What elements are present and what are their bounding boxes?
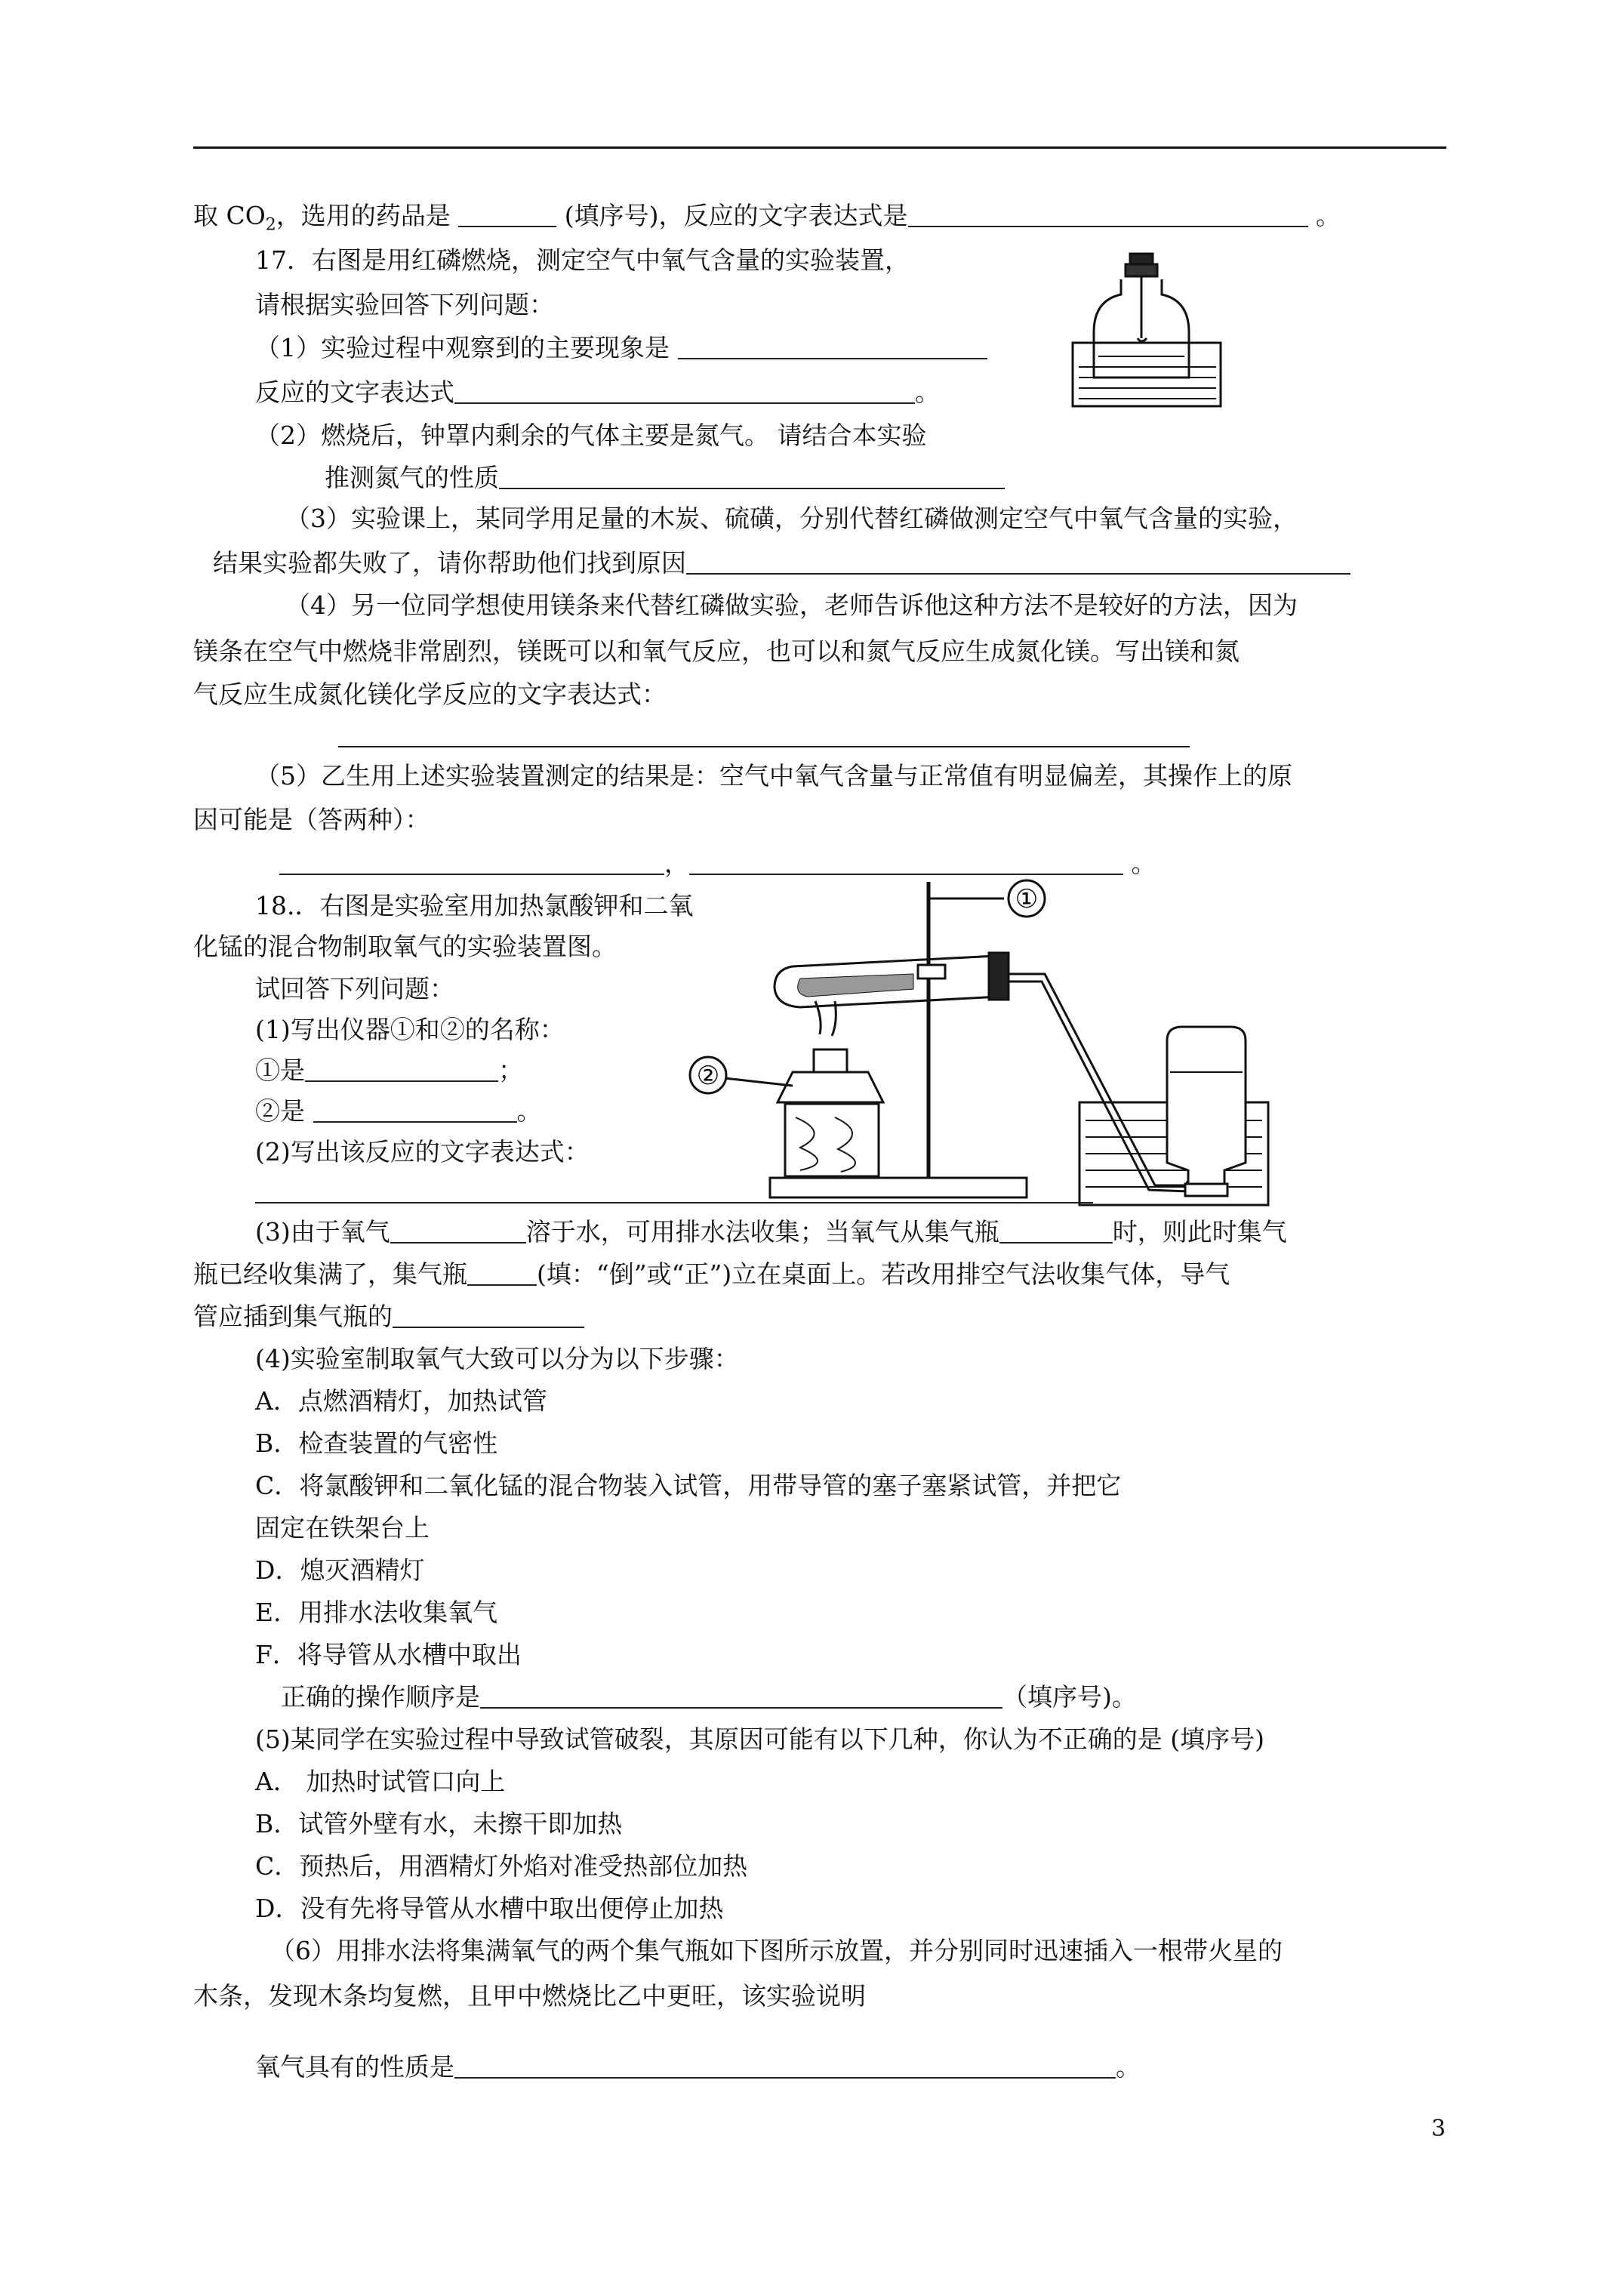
q18-ask: 试回答下列问题：	[255, 974, 454, 1003]
text: 溶于水，可用排水法收集；当氧气从集气瓶	[525, 1217, 999, 1247]
stand-base	[770, 1178, 1027, 1197]
q17-2: （2）燃烧后，钟罩内剩余的气体主要是氮气。 请结合本实验	[255, 421, 927, 450]
text: （填序号)。	[1002, 1682, 1137, 1712]
subscript: 2	[265, 215, 276, 235]
q18-5: (5)某同学在实验过程中导致试管破裂，其原因可能有以下几种，你认为不正确的是 (填序号)	[255, 1724, 1264, 1754]
water-lines	[1079, 356, 1216, 399]
q18-5A: A． 加热时试管口向上	[255, 1767, 506, 1796]
tube-stopper	[989, 953, 1009, 1000]
q18-4F: F．将导管从水槽中取出	[255, 1640, 522, 1669]
q18-4C: C．将氯酸钾和二氧化锰的混合物装入试管，用带导管的塞子塞紧试管，并把它	[255, 1471, 1122, 1500]
answer-blank[interactable]	[390, 1219, 526, 1244]
q17-1	[255, 333, 987, 363]
q18-3-line3	[193, 1302, 584, 1332]
q17-1b	[255, 378, 940, 408]
lamp-body	[778, 1072, 883, 1102]
q18-6b: 木条，发现木条均复燃，且甲中燃烧比乙中更旺，该实验说明	[193, 1981, 866, 2011]
q18-1a	[255, 1056, 523, 1086]
text: (填：“倒”或“正”)立在桌面上。若改用排空气法收集气体，导气	[537, 1259, 1230, 1289]
text: 。	[915, 378, 940, 407]
q18-4E: E．用排水法收集氧气	[255, 1598, 498, 1627]
label2-pointer	[725, 1078, 793, 1086]
q17-3b	[213, 548, 1350, 578]
text: ，选用的药品是	[276, 201, 451, 230]
answer-blank[interactable]	[454, 2054, 1116, 2079]
q17-3: （3）实验课上，某同学用足量的木炭、硫磺，分别代替红磷做测定空气中氧气含量的实验，	[285, 504, 1298, 533]
bottle-support	[1185, 1184, 1227, 1196]
q18-5D: D．没有先将导管从水槽中取出便停止加热	[255, 1894, 724, 1923]
text: 正确的操作顺序是	[281, 1682, 480, 1712]
text: ，	[664, 849, 689, 878]
line-co2	[193, 201, 1341, 241]
q17-5: （5）乙生用上述实验装置测定的结果是：空气中氧气含量与正常值有明显偏差，其操作上的原	[255, 761, 1292, 791]
answer-blank[interactable]	[467, 1262, 537, 1286]
stopper-top	[1130, 254, 1153, 264]
q18-6c	[255, 2052, 1141, 2082]
text: 取 CO	[193, 201, 266, 230]
text: 氧气具有的性质是	[255, 2052, 454, 2082]
answer-blank[interactable]	[908, 203, 1308, 227]
q18-4C2: 固定在铁架台上	[255, 1513, 430, 1542]
q18-intro2: 化锰的混合物制取氧气的实验装置图。	[193, 932, 617, 961]
clamp	[918, 965, 945, 978]
text: 结果实验都失败了，请你帮助他们找到原因	[213, 548, 686, 578]
q18-4D: D．熄灭酒精灯	[255, 1555, 425, 1585]
oxygen-apparatus-figure	[687, 868, 1276, 1223]
text: 。	[1116, 2052, 1141, 2082]
lamp-neck	[814, 1049, 847, 1072]
q18-3-line2	[193, 1259, 1230, 1290]
q18-1: (1)写出仪器①和②的名称：	[255, 1015, 565, 1044]
label1: ①	[1015, 884, 1039, 914]
page-number: 3	[1431, 2116, 1446, 2142]
q18-4A: A．点燃酒精灯，加热试管	[255, 1386, 547, 1416]
wood-grain	[796, 1117, 855, 1172]
header-rule	[193, 146, 1446, 149]
q17-4c: 气反应生成氮化镁化学反应的文字表达式：	[193, 680, 667, 709]
answer-blank[interactable]	[678, 335, 987, 359]
q18-5B: B．试管外壁有水，未擦干即加热	[255, 1809, 623, 1838]
q17-4b: 镁条在空气中燃烧非常剧烈，镁既可以和氧气反应，也可以和氮气反应生成氮化镁。写出镁和氮	[193, 636, 1240, 666]
text: 。	[1131, 849, 1156, 878]
q17-4: （4）另一位同学想使用镁条来代替红磷做实验，老师告诉他这种方法不是较好的方法，因为	[285, 590, 1298, 620]
q18-4: (4)实验室制取氧气大致可以分为以下步骤：	[255, 1344, 739, 1373]
bell-jar-figure	[1068, 249, 1227, 415]
answer-blank[interactable]	[393, 1304, 584, 1328]
text: （1）实验过程中观察到的主要现象是	[255, 333, 670, 362]
q18-4B: B．检查装置的气密性	[255, 1428, 498, 1458]
text: 反应的文字表达式	[255, 378, 454, 407]
text: 。	[1316, 201, 1341, 230]
stopper	[1126, 264, 1157, 276]
text: 瓶已经收集满了，集气瓶	[193, 1259, 467, 1289]
text: 。	[516, 1096, 542, 1126]
q17-intro: 17．右图是用红磷燃烧，测定空气中氧气含量的实验装置，	[255, 245, 910, 275]
q18-1b	[255, 1096, 542, 1126]
text: ；	[498, 1056, 523, 1085]
reagent	[798, 974, 913, 997]
answer-blank[interactable]	[686, 550, 1350, 575]
answer-blank[interactable]	[279, 851, 664, 875]
text: 推测氮气的性质	[325, 463, 499, 492]
answer-blank[interactable]	[458, 203, 556, 227]
text: ②是	[255, 1096, 305, 1126]
answer-blank[interactable]	[499, 465, 1005, 489]
spoon	[1138, 338, 1147, 341]
q18-3	[255, 1217, 1287, 1247]
answer-blank[interactable]	[480, 1684, 1002, 1709]
text: 管应插到集气瓶的	[193, 1302, 393, 1331]
text: 时，则此时集气	[1112, 1217, 1287, 1247]
q18-2: (2)写出该反应的文字表达式：	[255, 1137, 590, 1166]
collecting-bottle	[1167, 1027, 1246, 1184]
answer-blank[interactable]	[999, 1219, 1113, 1244]
q17-5b: 因可能是（答两种）：	[193, 805, 430, 834]
q18-intro: 18.．右图是实验室用加热氯酸钾和二氧	[255, 891, 694, 920]
text: (3)由于氧气	[255, 1217, 390, 1247]
q17-2b	[325, 463, 1005, 493]
q18-6: （6）用排水法将集满氧气的两个集气瓶如下图所示放置，并分别同时迅速插入一根带火星的	[270, 1936, 1283, 1965]
answer-line[interactable]	[338, 746, 1190, 747]
text: (填序号)，反应的文字表达式是	[564, 201, 908, 230]
answer-blank[interactable]	[454, 380, 915, 404]
q18-4-answer	[281, 1682, 1137, 1712]
q17-ask: 请根据实验回答下列问题：	[255, 290, 554, 319]
label2: ②	[696, 1061, 720, 1091]
answer-blank[interactable]	[305, 1058, 498, 1082]
answer-blank[interactable]	[313, 1099, 517, 1123]
wood-block	[785, 1104, 879, 1176]
text: ①是	[255, 1056, 305, 1085]
q18-5C: C．预热后，用酒精灯外焰对准受热部位加热	[255, 1851, 748, 1881]
